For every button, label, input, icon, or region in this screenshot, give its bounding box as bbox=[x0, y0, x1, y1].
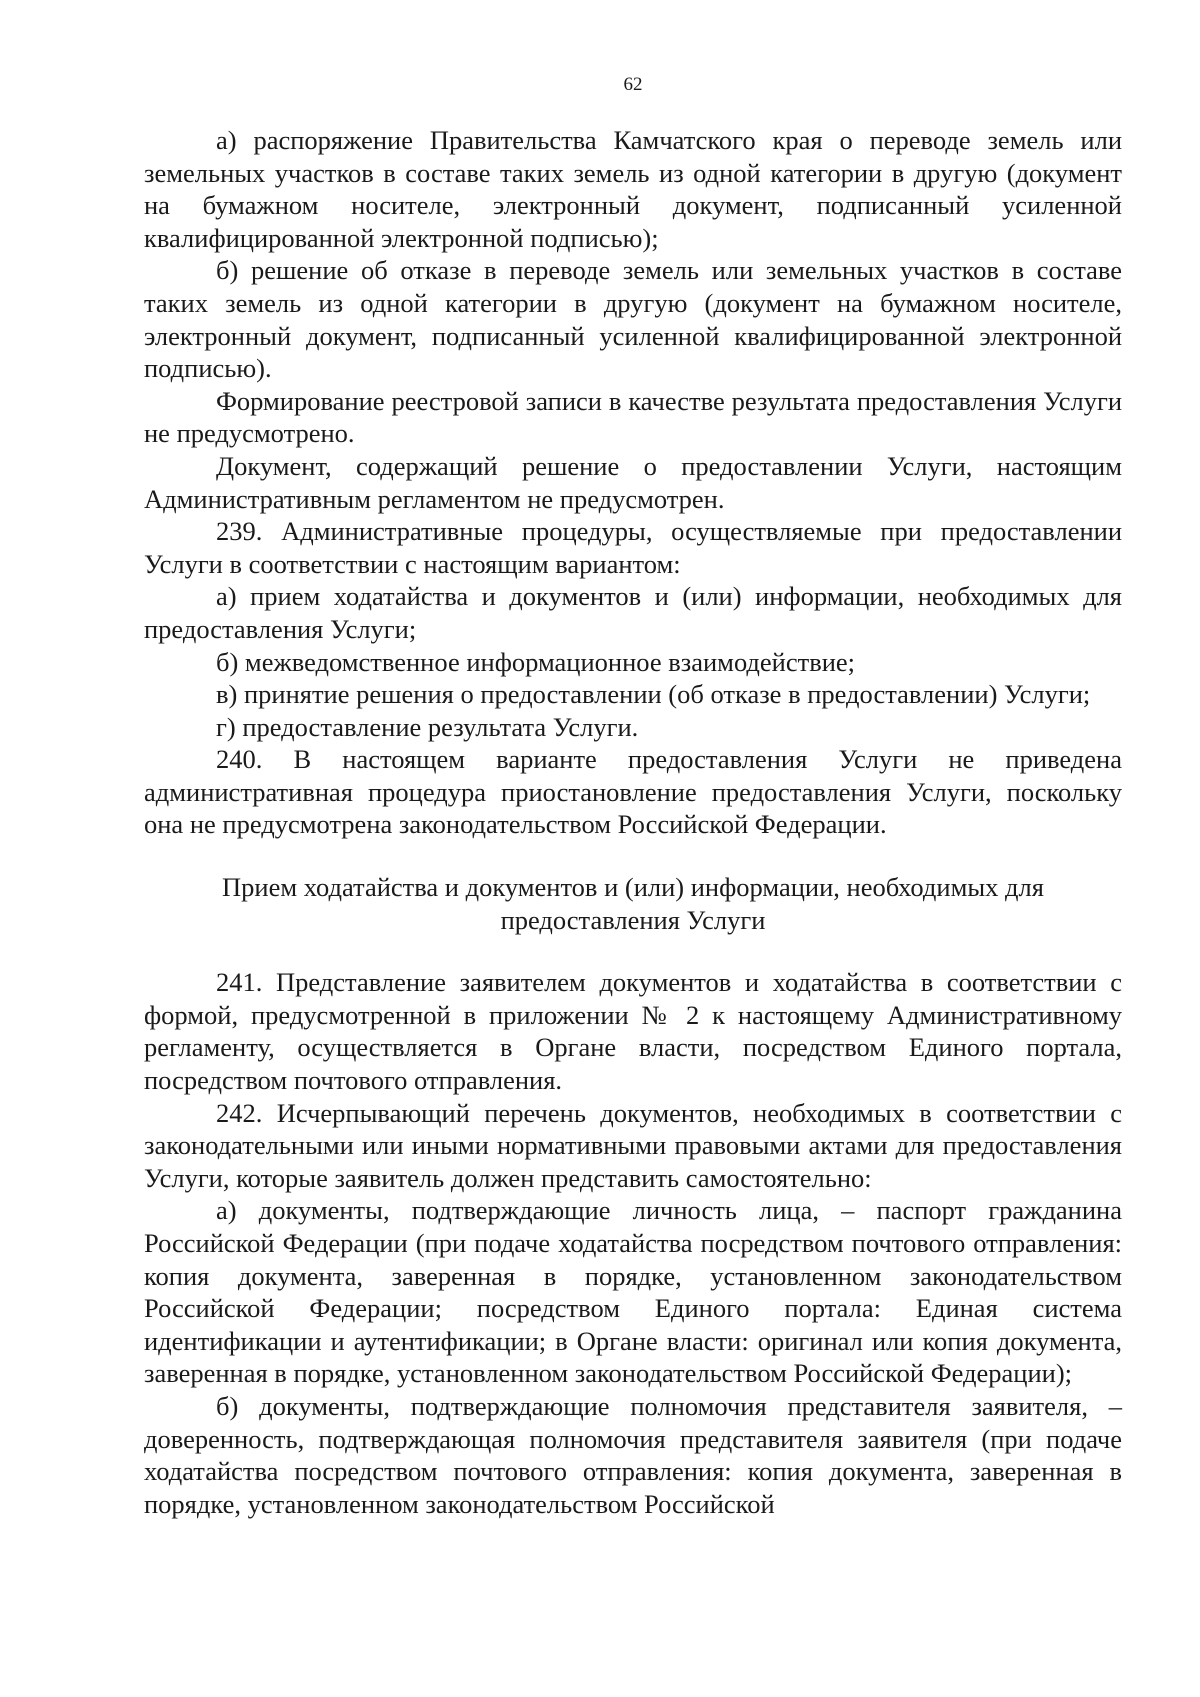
paragraph-241: 241. Представление заявителем документов и ходатайства в соответствии с формой, предусмотренной в приложении № 2 к настоящему Административному регламенту, осуществляется в Органе власти, посредством Единого портала, посредством почтового отправления. bbox=[144, 967, 1122, 1096]
section-heading-line-2: предоставления Услуги bbox=[500, 904, 766, 935]
paragraph-239: 239. Административные процедуры, осуществляемые при предоставлении Услуги в соответствии с настоящим вариантом: bbox=[144, 516, 1122, 579]
paragraph-242-a: а) документы, подтверждающие личность лица, – паспорт гражданина Российской Федерации (при подаче ходатайства посредством почтового отправления: копия документа, заверенная в порядке, установленном законодательством Российской Федерации; посредством Единого портала: Единая система идентификации и аутентификации; в Органе власти: оригинал или копия документа, заверенная в порядке, установленном законодательством Российской Федерации); bbox=[144, 1195, 1122, 1389]
paragraph-239-a: а) прием ходатайства и документов и (или) информации, необходимых для предоставления Услуги; bbox=[144, 581, 1122, 644]
paragraph-239-v: в) принятие решения о предоставлении (об отказе в предоставлении) Услуги; bbox=[216, 679, 1091, 710]
document-body bbox=[144, 124, 1122, 1520]
paragraph-registry-record: Формирование реестровой записи в качестве результата предоставления Услуги не предусмотрено. bbox=[144, 385, 1122, 449]
paragraph-result-order: а) распоряжение Правительства Камчатского края о переводе земель или земельных участков в составе таких земель из одной категории в другую (документ на бумажном носителе, электронный документ, подписанный усиленной квалифицированной электронной подписью); bbox=[144, 125, 1122, 253]
paragraph-result-refusal: б) решение об отказе в переводе земель или земельных участков в составе таких земель из одной категории в другую (документ на бумажном носителе, электронный документ, подписанный усиленной квалифицированной электронной подписью). bbox=[144, 255, 1122, 384]
document-page bbox=[144, 0, 1122, 1697]
paragraph-decision-document: Документ, содержащий решение о предоставлении Услуги, настоящим Административным регламентом не предусмотрен. bbox=[144, 450, 1122, 514]
paragraph-240: 240. В настоящем варианте предоставления Услуги не приведена административная процедура приостановление предоставления Услуги, поскольку она не предусмотрена законодательством Российской Федерации. bbox=[144, 744, 1122, 840]
paragraph-239-b: б) межведомственное информационное взаимодействие; bbox=[216, 646, 856, 677]
paragraph-242: 242. Исчерпывающий перечень документов, необходимых в соответствии с законодательными или иными нормативными правовыми актами для предоставления Услуги, которые заявитель должен представить самостоятельно: bbox=[144, 1097, 1122, 1193]
paragraph-239-g: г) предоставление результата Услуги. bbox=[216, 711, 639, 742]
section-heading bbox=[144, 871, 1122, 936]
page-number: 62 bbox=[623, 74, 643, 95]
section-heading-line-1: Прием ходатайства и документов и (или) информации, необходимых для bbox=[222, 872, 1044, 903]
paragraph-242-b: б) документы, подтверждающие полномочия представителя заявителя, – доверенность, подтверждающая полномочия представителя заявителя (при подаче ходатайства посредством почтового отправления: копия документа, заверенная в порядке, установленном законодательством Российской bbox=[144, 1390, 1122, 1519]
